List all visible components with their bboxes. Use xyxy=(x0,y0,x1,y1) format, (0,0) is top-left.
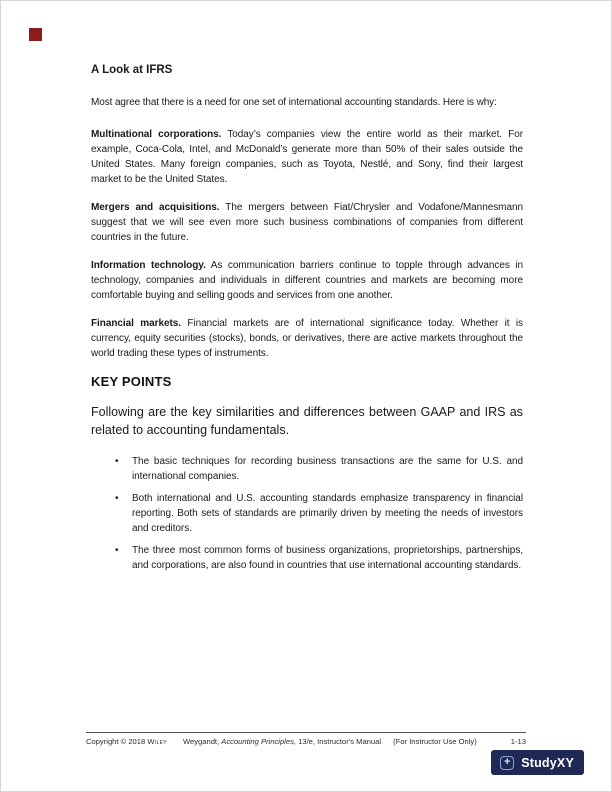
paragraph-lead: Financial markets. xyxy=(91,318,181,329)
key-points-intro: Following are the key similarities and differences between GAAP and IRS as related to accounting fundamentals. xyxy=(91,405,523,437)
corner-logo xyxy=(29,28,42,41)
studyxy-badge[interactable] xyxy=(491,750,584,775)
footer-row xyxy=(86,737,526,746)
page-number: 1-13 xyxy=(510,737,526,746)
footer-copyright: Copyright © 2018 xyxy=(86,737,146,746)
footer-book-title: Accounting Principles, xyxy=(221,737,296,746)
paragraph-text: Today’s companies view the entire world as their market. For example, Coca-Cola, Intel, and McDonald’s generate more than 50% of their sales outside the United States. Many foreign companies, such as Toyota, Nestlé, and Sony, find their largest market to be the United States. xyxy=(91,129,523,185)
studyxy-label: StudyXY xyxy=(521,755,574,770)
list-item xyxy=(91,543,523,573)
footer-edition: 13/e, Instructor's Manual xyxy=(298,737,382,746)
list-item-text: The basic techniques for recording business transactions are the same for U.S. and international companies. xyxy=(132,456,523,482)
list-item-text: The three most common forms of business organizations, proprietorships, partnerships, and corporations, are also found in countries that use international accounting standards. xyxy=(132,545,523,571)
plus-icon: + xyxy=(500,756,514,770)
page-content xyxy=(91,64,523,580)
footer xyxy=(86,732,526,746)
footer-credit-line xyxy=(86,737,477,746)
paragraph-financial-markets xyxy=(91,316,523,361)
paragraph-information-technology xyxy=(91,258,523,303)
paragraph-lead: Mergers and acquisitions. xyxy=(91,202,220,213)
list-item xyxy=(91,491,523,536)
bullet-icon: • xyxy=(115,456,119,467)
paragraph-mergers xyxy=(91,200,523,245)
footer-usage-notice: (For Instructor Use Only) xyxy=(393,737,477,746)
paragraph-lead: Multinational corporations. xyxy=(91,129,222,140)
list-item-text: Both international and U.S. accounting standards emphasize transparency in financial reporting. Both sets of standards are primarily driven by meeting the needs of investors and creditors. xyxy=(132,493,523,534)
footer-authors: Weygandt, xyxy=(182,737,220,746)
paragraph-text: Financial markets are of international significance today. Whether it is currency, equity securities (stocks), bonds, or derivatives, there are active markets throughout the world trading these types of instruments. xyxy=(91,318,523,359)
bullet-icon: • xyxy=(115,545,119,556)
paragraph-text: The mergers between Fiat/Chrysler and Vodafone/Mannesmann suggest that we will see even more such business combinations of companies from different countries in the future. xyxy=(91,202,523,243)
paragraph-lead: Information technology. xyxy=(91,260,206,271)
paragraph-multinational xyxy=(91,127,523,187)
paragraph-text: As communication barriers continue to topple through advances in technology, companies and individuals in different countries and markets are becoming more comfortable buying and selling goods and services from one another. xyxy=(91,260,523,301)
section-heading-ifrs: A Look at IFRS xyxy=(91,64,173,76)
list-item xyxy=(91,454,523,484)
section-heading-key-points: KEY POINTS xyxy=(91,374,172,389)
intro-paragraph: Most agree that there is a need for one set of international accounting standards. Here is why: xyxy=(91,97,497,108)
footer-publisher: Wiley xyxy=(147,737,167,746)
bullet-icon: • xyxy=(115,493,119,504)
key-points-list xyxy=(91,454,523,573)
